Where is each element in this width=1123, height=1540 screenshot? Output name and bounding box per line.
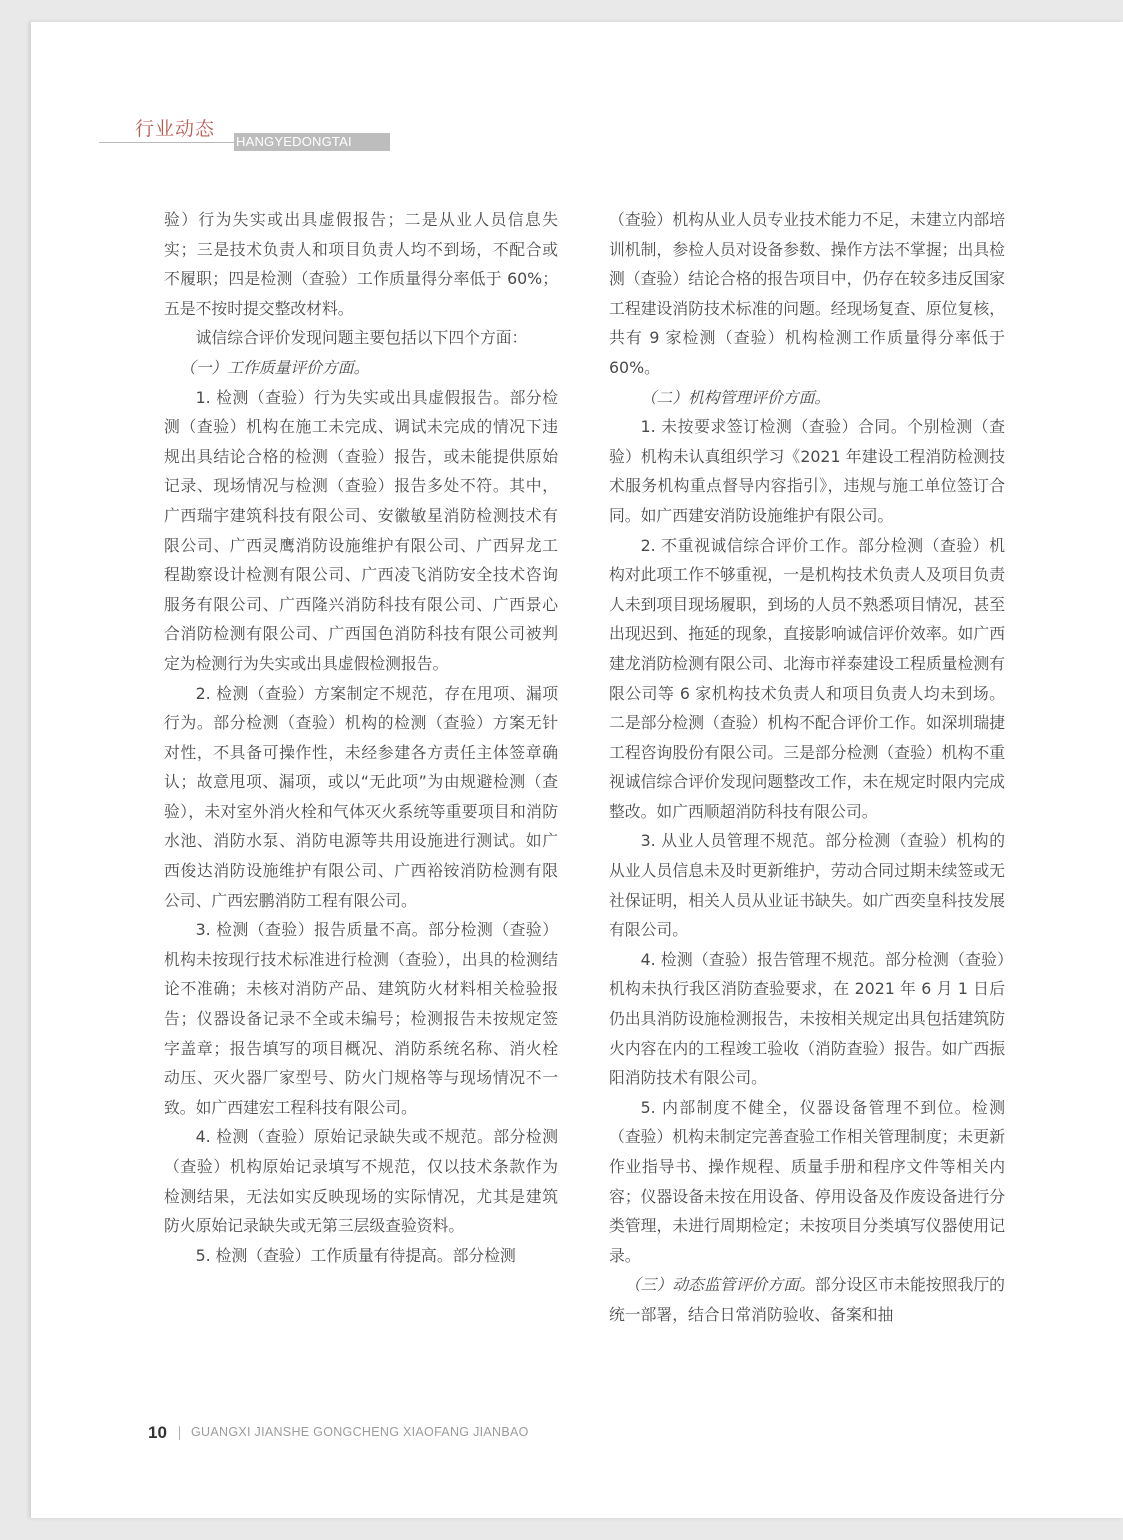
paragraph: 1. 未按要求签订检测（查验）合同。个别检测（查验）机构未认真组织学习《2021 年建设工程消防检测技术服务机构重点督导内容指引》，违规与施工单位签订合同。如广西建安消防设施维护有限公司。 — [609, 417, 1005, 525]
footer-divider — [179, 1426, 180, 1440]
paragraph: 1. 检测（查验）行为失实或出具虚假报告。部分检测（查验）机构在施工未完成、调试未完成的情况下违规出具结论合格的检测（查验）报告，或未能提供原始记录、现场情况与检测（查验）报告多处不符。其中，广西瑞宇建筑科技有限公司、安徽敏星消防检测技术有限公司、广西灵鹰消防设施维护有限公司、广西昇龙工程勘察设计检测有限公司、广西凌飞消防安全技术咨询服务有限公司、广西隆兴消防科技有限公司、广西景心合消防检测有限公司、广西国色消防科技有限公司被判定为检测行为失实或出具虚假检测报告。 — [164, 387, 558, 673]
subsection-heading: （一）工作质量评价方面。 — [179, 357, 370, 377]
paragraph: 验）行为失实或出具虚假报告；二是从业人员信息失实；三是技术负责人和项目负责人均不到场，不配合或不履职；四是检测（查验）工作质量得分率低于 60%；五是不按时提交整改材料。 — [164, 210, 558, 318]
paragraph: 3. 检测（查验）报告质量不高。部分检测（查验）机构未按现行技术标准进行检测（查验），出具的检测结论不准确；未核对消防产品、建筑防火材料相关检验报告；仪器设备记录不全或未编号；检测报告未按规定签字盖章；报告填写的项目概况、消防系统名称、消火栓动压、灭火器厂家型号、防火门规格等与现场情况不一致。如广西建宏工程科技有限公司。 — [164, 920, 558, 1117]
paragraph: 5. 检测（查验）工作质量有待提高。部分检测 — [195, 1245, 516, 1265]
section-title: 行业动态 — [135, 118, 216, 140]
section-pinyin-tag: HANGYEDONGTAI — [234, 133, 390, 151]
paragraph: （查验）机构从业人员专业技术能力不足，未建立内部培训机制，参检人员对设备参数、操作方法不掌握；出具检测（查验）结论合格的报告项目中，仍存在较多违反国家工程建设消防技术标准的问题。经现场复查、原位复核，共有 9 家检测（查验）机构检测工作质量得分率低于 60%。 — [609, 210, 1005, 377]
subsection-heading: （三）动态监管评价方面。 — [624, 1275, 815, 1295]
paragraph: 诚信综合评价发现问题主要包括以下四个方面： — [195, 328, 528, 348]
journal-name: GUANGXI JIANSHE GONGCHENG XIAOFANG JIANBAO — [191, 1425, 529, 1439]
paragraph: 2. 检测（查验）方案制定不规范，存在甩项、漏项行为。部分检测（查验）机构的检测（查验）方案无针对性，不具备可操作性，未经参建各方责任主体签章确认；故意甩项、漏项，或以“无此项”为由规避检测（查验），未对室外消火栓和气体灭火系统等重要项目和消防水池、消防水泵、消防电源等共用设施进行测试。如广西俊达消防设施维护有限公司、广西裕铵消防检测有限公司、广西宏鹏消防工程有限公司。 — [164, 683, 558, 910]
magazine-page — [31, 22, 1123, 1518]
left-column — [164, 205, 558, 1270]
paragraph: 4. 检测（查验）原始记录缺失或不规范。部分检测（查验）机构原始记录填写不规范，仅以技术条款作为检测结果，无法如实反映现场的实际情况，尤其是建筑防火原始记录缺失或无第三层级查验资料。 — [164, 1127, 558, 1236]
paragraph: 3. 从业人员管理不规范。部分检测（查验）机构的从业人员信息未及时更新维护，劳动合同过期未续签或无社保证明，相关人员从业证书缺失。如广西奕皇科技发展有限公司。 — [609, 831, 1005, 940]
right-column — [609, 205, 1005, 1330]
paragraph-with-heading — [609, 1270, 1005, 1329]
paragraph-text: 部分设区市未能按照我厅的统一部署，结合日常消防验收、备案和抽 — [609, 1275, 1005, 1324]
page-number: 10 — [148, 1423, 167, 1442]
subsection-heading: （二）机构管理评价方面。 — [640, 387, 831, 407]
paragraph: 4. 检测（查验）报告管理不规范。部分检测（查验）机构未执行我区消防查验要求，在 2021 年 6 月 1 日后仍出具消防设施检测报告，未按相关规定出具包括建筑防火内容在内的工程竣工验收（消防查验）报告。如广西振阳消防技术有限公司。 — [609, 949, 1005, 1088]
paragraph: 2. 不重视诚信综合评价工作。部分检测（查验）机构对此项工作不够重视，一是机构技术负责人及项目负责人未到项目现场履职，到场的人员不熟悉项目情况，甚至出现迟到、拖延的现象，直接影响诚信评价效率。如广西建龙消防检测有限公司、北海市祥泰建设工程质量检测有限公司等 6 家机构技术负责人和项目负责人均未到场。二是部分检测（查验）机构不配合评价工作。如深圳瑞捷工程咨询股份有限公司。三是部分检测（查验）机构不重视诚信综合评价发现问题整改工作，未在规定时限内完成整改。如广西顺超消防科技有限公司。 — [609, 535, 1005, 821]
paragraph: 5. 内部制度不健全，仪器设备管理不到位。检测（查验）机构未制定完善查验工作相关管理制度；未更新作业指导书、操作规程、质量手册和程序文件等相关内容；仪器设备未按在用设备、停用设备及作废设备进行分类管理，未进行周期检定；未按项目分类填写仪器使用记录。 — [609, 1097, 1005, 1265]
